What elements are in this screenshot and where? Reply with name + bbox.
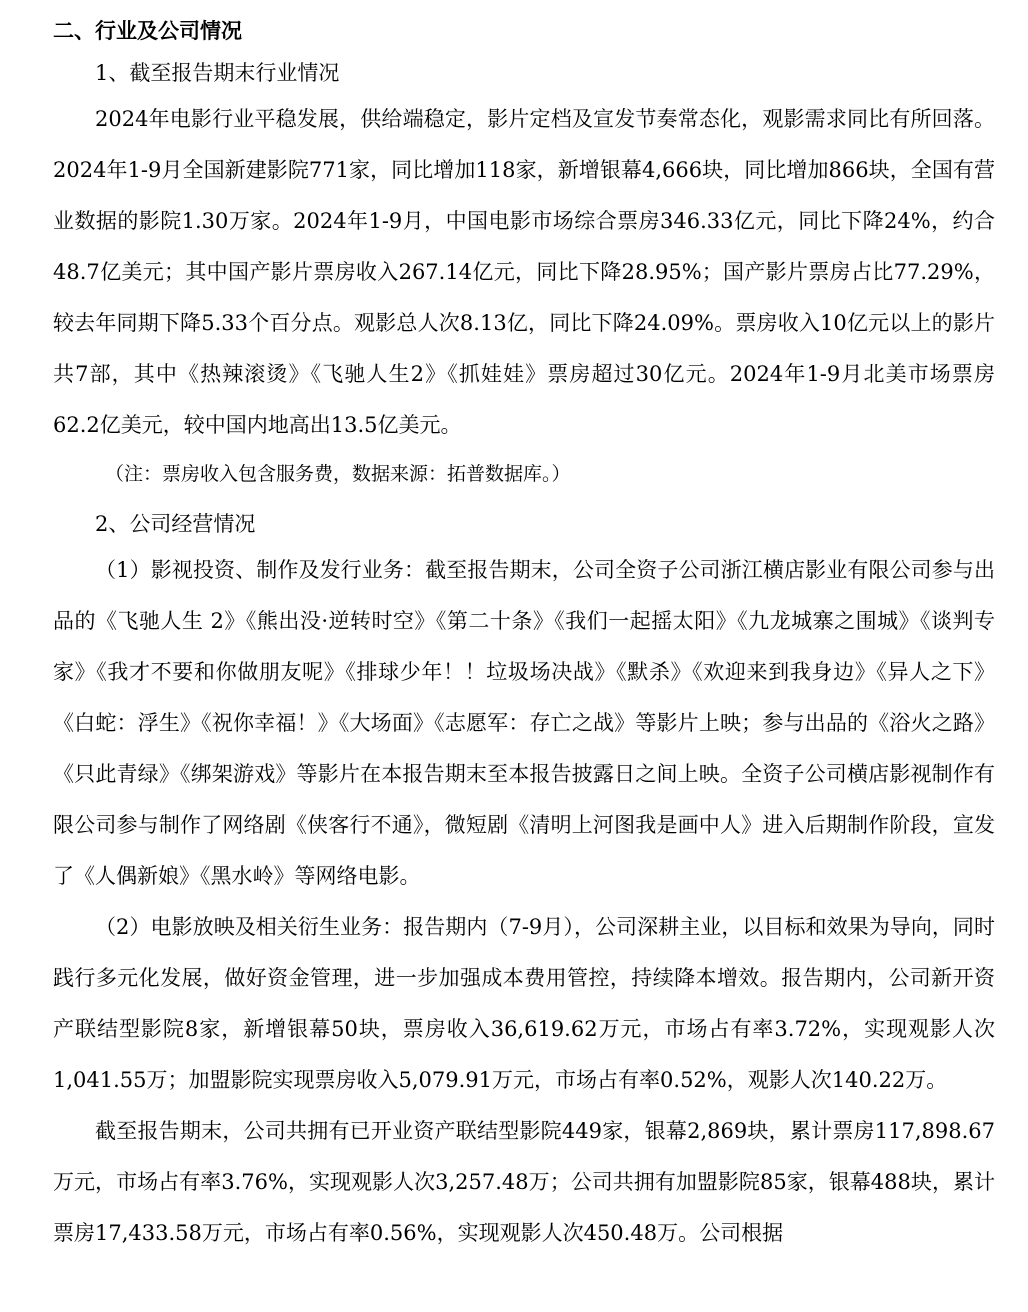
section-title: 二、行业及公司情况 (53, 18, 242, 43)
industry-heading: 1、截至报告期末行业情况 (95, 61, 340, 85)
cinema-operation-paragraph: （2）电影放映及相关衍生业务：报告期内（7-9月），公司深耕主业，以目标和效果为导向，同时践行多元化发展，做好资金管理，进一步加强成本费用管控，持续降本增效。报告期内，公司新开资产联结型影院8家，新增银幕50块，票房收入36,619.62万元，市场占有率3.72%，实现观影人次1,041.55万；加盟影院实现票房收入5,079.91万元，市场占有率0.52%，观影人次140.22万。 (53, 915, 995, 1092)
document-page (53, 10, 995, 1259)
industry-paragraph: 2024年电影行业平稳发展，供给端稳定，影片定档及宣发节奏常态化，观影需求同比有所回落。2024年1-9月全国新建影院771家，同比增加118家，新增银幕4,666块，同比增加866块，全国有营业数据的影院1.30万家。2024年1-9月，中国电影市场综合票房346.33亿元，同比下降24%，约合48.7亿美元；其中国产影片票房收入267.14亿元，同比下降28.95%；国产影片票房占比77.29%，较去年同期下降5.33个百分点。观影总人次8.13亿，同比下降24.09%。票房收入10亿元以上的影片共7部，其中《热辣滚烫》《飞驰人生2》《抓娃娃》票房超过30亿元。2024年1-9月北美市场票房62.2亿美元，较中国内地高出13.5亿美元。 (53, 107, 995, 437)
data-source-note: （注：票房收入包含服务费，数据来源：拓普数据库。） (105, 463, 571, 485)
cinema-summary-paragraph: 截至报告期末，公司共拥有已开业资产联结型影院449家，银幕2,869块，累计票房117,898.67万元，市场占有率3.76%，实现观影人次3,257.48万；公司共拥有加盟影院85家，银幕488块，累计票房17,433.58万元，市场占有率0.56%，实现观影人次450.48万。公司根据 (53, 1119, 995, 1245)
company-heading: 2、公司经营情况 (95, 512, 256, 536)
film-investment-paragraph: （1）影视投资、制作及发行业务：截至报告期末，公司全资子公司浙江横店影业有限公司参与出品的《飞驰人生 2》《熊出没·逆转时空》《第二十条》《我们一起摇太阳》《九龙城寨之围城》《谈判专家》《我才不要和你做朋友呢》《排球少年！！垃圾场决战》《默杀》《欢迎来到我身边》《异人之下》《白蛇：浮生》《祝你幸福！》《大场面》《志愿军：存亡之战》等影片上映；参与出品的《浴火之路》《只此青绿》《绑架游戏》等影片在本报告期末至本报告披露日之间上映。全资子公司横店影视制作有限公司参与制作了网络剧《侠客行不通》，微短剧《清明上河图我是画中人》进入后期制作阶段，宣发了《人偶新娘》《黑水岭》等网络电影。 (53, 558, 995, 888)
